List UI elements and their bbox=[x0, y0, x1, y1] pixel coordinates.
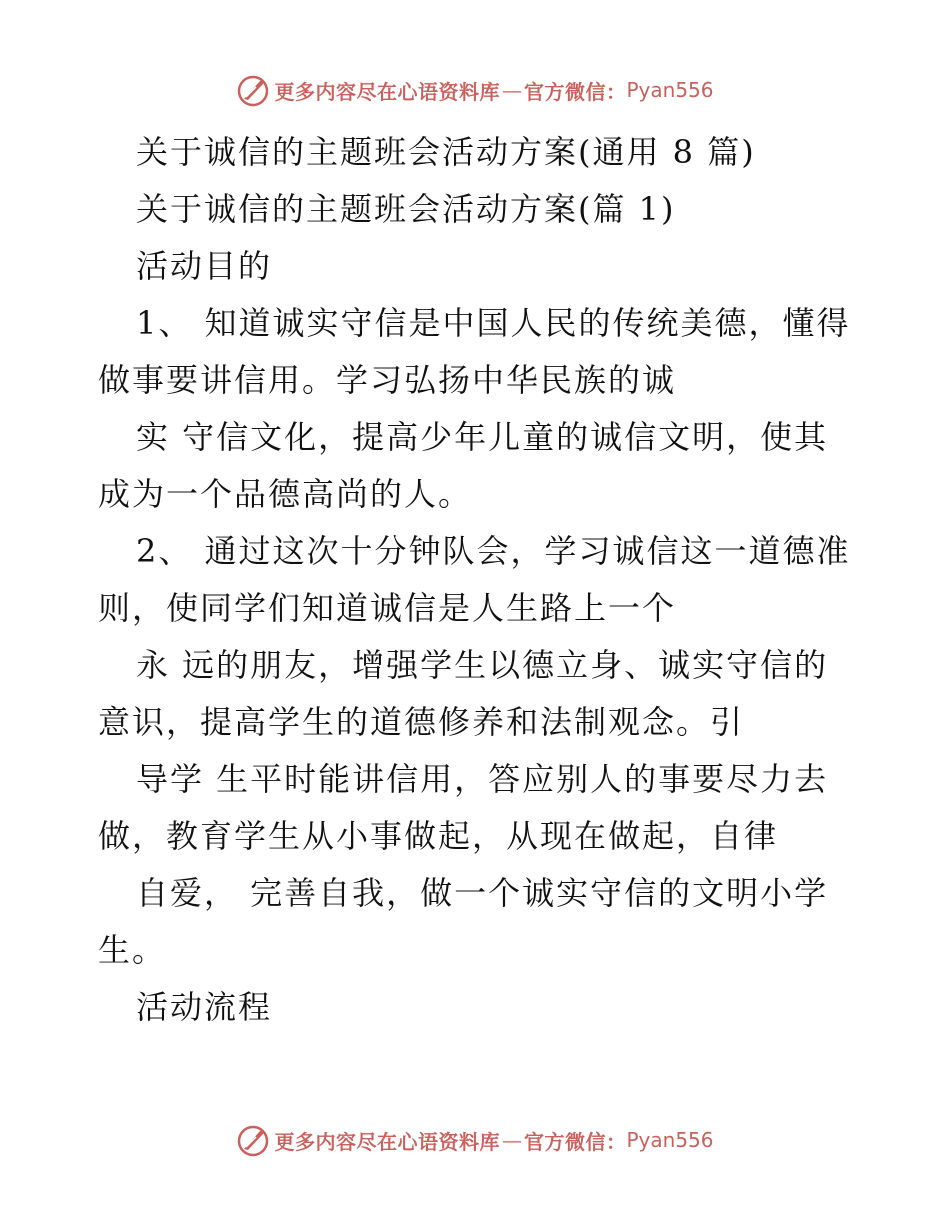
banner-text: 更多内容尽在心语资料库 bbox=[274, 1129, 500, 1154]
feather-pen-icon bbox=[236, 1123, 270, 1157]
document-title: 关于诚信的主题班会活动方案(通用 8 篇) bbox=[136, 133, 756, 171]
banner-text: 更多内容尽在心语资料库 bbox=[274, 79, 500, 104]
header-banner bbox=[0, 70, 950, 110]
body-line: 自爱， 完善自我，做一个诚实守信的文明小学 bbox=[136, 874, 829, 912]
banner-separator: — bbox=[501, 1128, 522, 1152]
body-line: 生。 bbox=[98, 931, 167, 969]
banner-label: 官方微信： bbox=[523, 1129, 627, 1154]
heading-process: 活动流程 bbox=[136, 988, 273, 1026]
body-line: 做，教育学生从小事做起，从现在做起，自律 bbox=[98, 817, 779, 855]
body-line: 永 远的朋友，增强学生以德立身、诚实守信的 bbox=[136, 646, 829, 684]
banner-account: Pyan556 bbox=[626, 78, 714, 102]
document-body bbox=[98, 124, 858, 1036]
footer-banner bbox=[0, 1120, 950, 1160]
heading-goal: 活动目的 bbox=[136, 247, 273, 285]
section-title: 关于诚信的主题班会活动方案(篇 1) bbox=[136, 190, 676, 228]
banner-label: 官方微信： bbox=[523, 79, 627, 104]
body-line: 成为一个品德高尚的人。 bbox=[98, 475, 473, 513]
body-line: 导学 生平时能讲信用，答应别人的事要尽力去 bbox=[136, 760, 829, 798]
body-line: 意识，提高学生的道德修养和法制观念。引 bbox=[98, 703, 745, 741]
body-line: 实 守信文化，提高少年儿童的诚信文明，使其 bbox=[136, 418, 829, 456]
body-line: 做事要讲信用。学习弘扬中华民族的诚 bbox=[98, 361, 677, 399]
body-line: 则，使同学们知道诚信是人生路上一个 bbox=[98, 589, 677, 627]
body-line: 1、 知道诚实守信是中国人民的传统美德，懂得 bbox=[136, 304, 851, 342]
feather-pen-icon bbox=[236, 73, 270, 107]
banner-account: Pyan556 bbox=[626, 1128, 714, 1152]
body-line: 2、 通过这次十分钟队会，学习诚信这一道德准 bbox=[136, 532, 851, 570]
banner-separator: — bbox=[501, 78, 522, 102]
